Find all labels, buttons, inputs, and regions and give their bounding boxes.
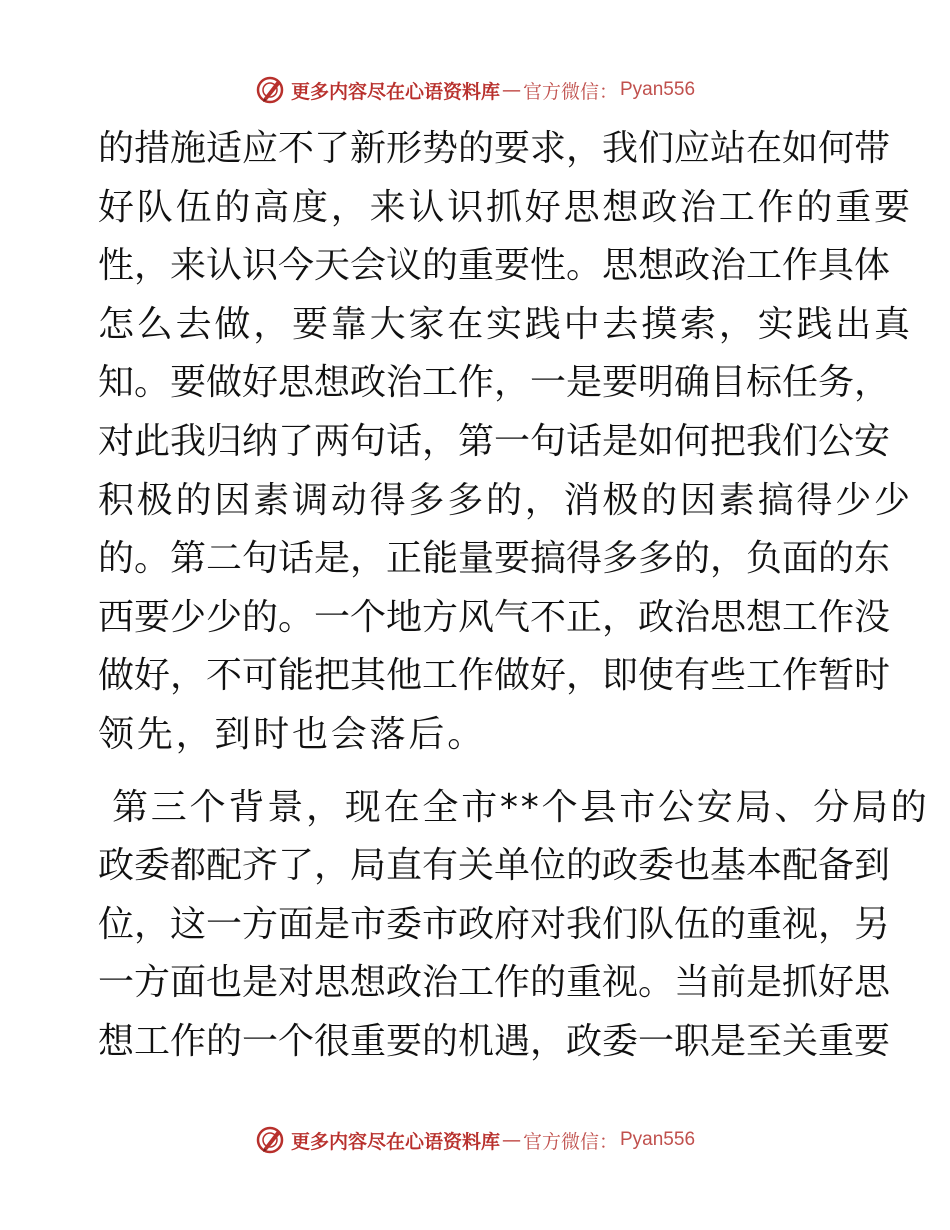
- banner-wechat-label: 官方微信：: [522, 1130, 618, 1153]
- banner-site-text: 更多内容尽在心语资料库: [290, 1130, 500, 1153]
- pen-circle-logo-icon: [255, 75, 285, 105]
- text-line: 领先，到时也会落后。: [98, 713, 487, 755]
- header-banner: [0, 70, 950, 110]
- text-line: 积极的因素调动得多多的，消极的因素搞得少少: [98, 479, 913, 521]
- banner-wechat-id: Pyan556: [620, 79, 696, 100]
- text-line: 想工作的一个很重要的机遇，政委一职是至关重要: [98, 1020, 891, 1062]
- banner-dash: —: [501, 79, 521, 101]
- banner-wechat-label: 官方微信：: [522, 80, 618, 103]
- footer-banner: [0, 1120, 950, 1160]
- text-line: 的措施适应不了新形势的要求，我们应站在如何带: [98, 128, 891, 169]
- banner-wechat-id: Pyan556: [620, 1129, 696, 1150]
- text-line: 一方面也是对思想政治工作的重视。当前是抓好思: [98, 962, 891, 1004]
- text-line: 位，这一方面是市委市政府对我们队伍的重视，另: [98, 903, 891, 945]
- text-line: 的。第二句话是，正能量要搞得多多的，负面的东: [98, 538, 891, 580]
- text-line: 知。要做好思想政治工作，一是要明确目标任务，: [98, 362, 891, 404]
- text-line: 对此我归纳了两句话，第一句话是如何把我们公安: [98, 420, 891, 462]
- text-line: 做好，不可能把其他工作做好，即使有些工作暂时: [98, 655, 891, 697]
- text-line: 政委都配齐了，局直有关单位的政委也基本配备到: [98, 845, 891, 887]
- text-line: 好队伍的高度，来认识抓好思想政治工作的重要: [98, 186, 913, 228]
- text-line: 第三个背景，现在全市**个县市公安局、分局的: [112, 786, 930, 828]
- text-line: 怎么去做，要靠大家在实践中去摸索，实践出真: [98, 303, 913, 345]
- paragraph-2: [98, 779, 930, 1072]
- paragraph-gap: [98, 765, 850, 779]
- text-line: 性，来认识今天会议的重要性。思想政治工作具体: [98, 245, 891, 287]
- paragraph-1: [98, 120, 913, 765]
- text-line: 西要少少的。一个地方风气不正，政治思想工作没: [98, 596, 891, 638]
- banner-dash: —: [501, 1129, 521, 1151]
- pen-circle-logo-icon: [255, 1125, 285, 1155]
- document-body: [98, 120, 930, 1072]
- banner-site-text: 更多内容尽在心语资料库: [290, 80, 500, 103]
